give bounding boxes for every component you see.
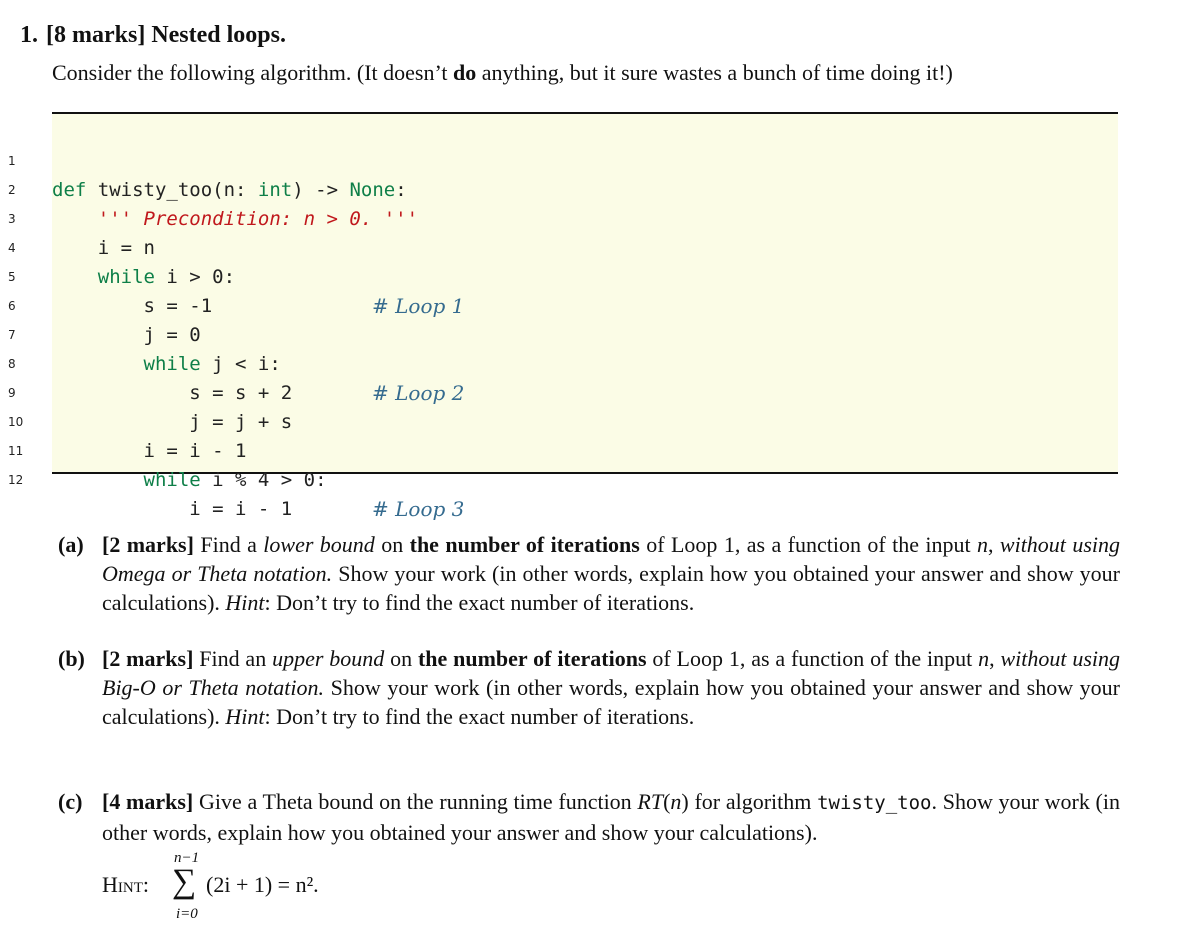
question-intro: Consider the following algorithm. (It doesn’t do anything, but it sure wastes a bunch of time doing it!) [52, 60, 953, 85]
code-line-3: 3 i = n [8, 212, 155, 259]
code-line-5: 5 s = -1 [8, 270, 213, 317]
question-title: [8 marks] Nested loops. [46, 22, 286, 48]
hint-formula [102, 850, 502, 930]
code-line-4: 4 while i > 0: # Loop 1 [0, 205, 1120, 234]
part-b [58, 644, 1120, 731]
sum-expression: (2i + 1) = n². [206, 872, 319, 897]
function-name-code: twisty_too [817, 792, 932, 814]
sigma-icon: ∑ [172, 863, 197, 900]
loop-2-comment: # Loop 2 [372, 381, 465, 405]
code-line-8: 8 s = s + 2 [8, 357, 293, 404]
code-listing [0, 112, 1120, 521]
line-number: 1 [8, 154, 16, 168]
code-line-12: 12 i = i - 1 [8, 473, 293, 520]
part-c-text: [4 marks] Give a Theta bound on the running time function RT(n) for algorithm twisty_too. Show your work (in other words, explain how you obtained your answer and show your calculations). [102, 789, 1120, 845]
part-b-text: [2 marks] Find an upper bound on the number of iterations of Loop 1, as a function of the input n, without using Big-O or Theta notation. Show your work (in other words, explain how you obtained your answer and show your calculations). Hint: Don’t try to find the exact number of iterations. [102, 646, 1121, 729]
hint-label: Hint: [102, 872, 149, 897]
code-line-11: 11 while i % 4 > 0: # Loop 3 [0, 408, 1120, 437]
code-line-7: 7 while j < i: # Loop 2 [0, 292, 1120, 321]
question-number: 1. [20, 22, 38, 48]
question-heading [20, 22, 286, 49]
code-line-2: 2 ''' Precondition: n > 0. ''' [8, 183, 419, 230]
part-a [58, 530, 1120, 617]
code-line-6: 6 j = 0 [8, 299, 201, 346]
part-c [58, 787, 1120, 847]
docstring: ''' Precondition: n > 0. ''' [97, 208, 419, 230]
code-line-9: 9 j = j + s [8, 386, 293, 433]
sum-lower-limit: i=0 [176, 906, 198, 922]
loop-3-comment: # Loop 3 [372, 497, 465, 521]
part-a-label: (a) [58, 532, 84, 557]
part-b-label: (b) [58, 646, 85, 671]
code-line-10: 10 i = i - 1 [8, 415, 247, 462]
loop-1-comment: # Loop 1 [372, 294, 465, 318]
part-c-label: (c) [58, 789, 83, 814]
sum-upper-limit: n−1 [174, 850, 200, 866]
part-a-text: [2 marks] Find a lower bound on the number of iterations of Loop 1, as a function of the input n, without using Omega or Theta notation. Show your work (in other words, explain how you obtained your answer and show your calculations). Hint: Don’t try to find the exact number of iterations. [102, 532, 1120, 615]
code-line-1: 1 def twisty_too(n: int) -> None: [0, 118, 1120, 147]
